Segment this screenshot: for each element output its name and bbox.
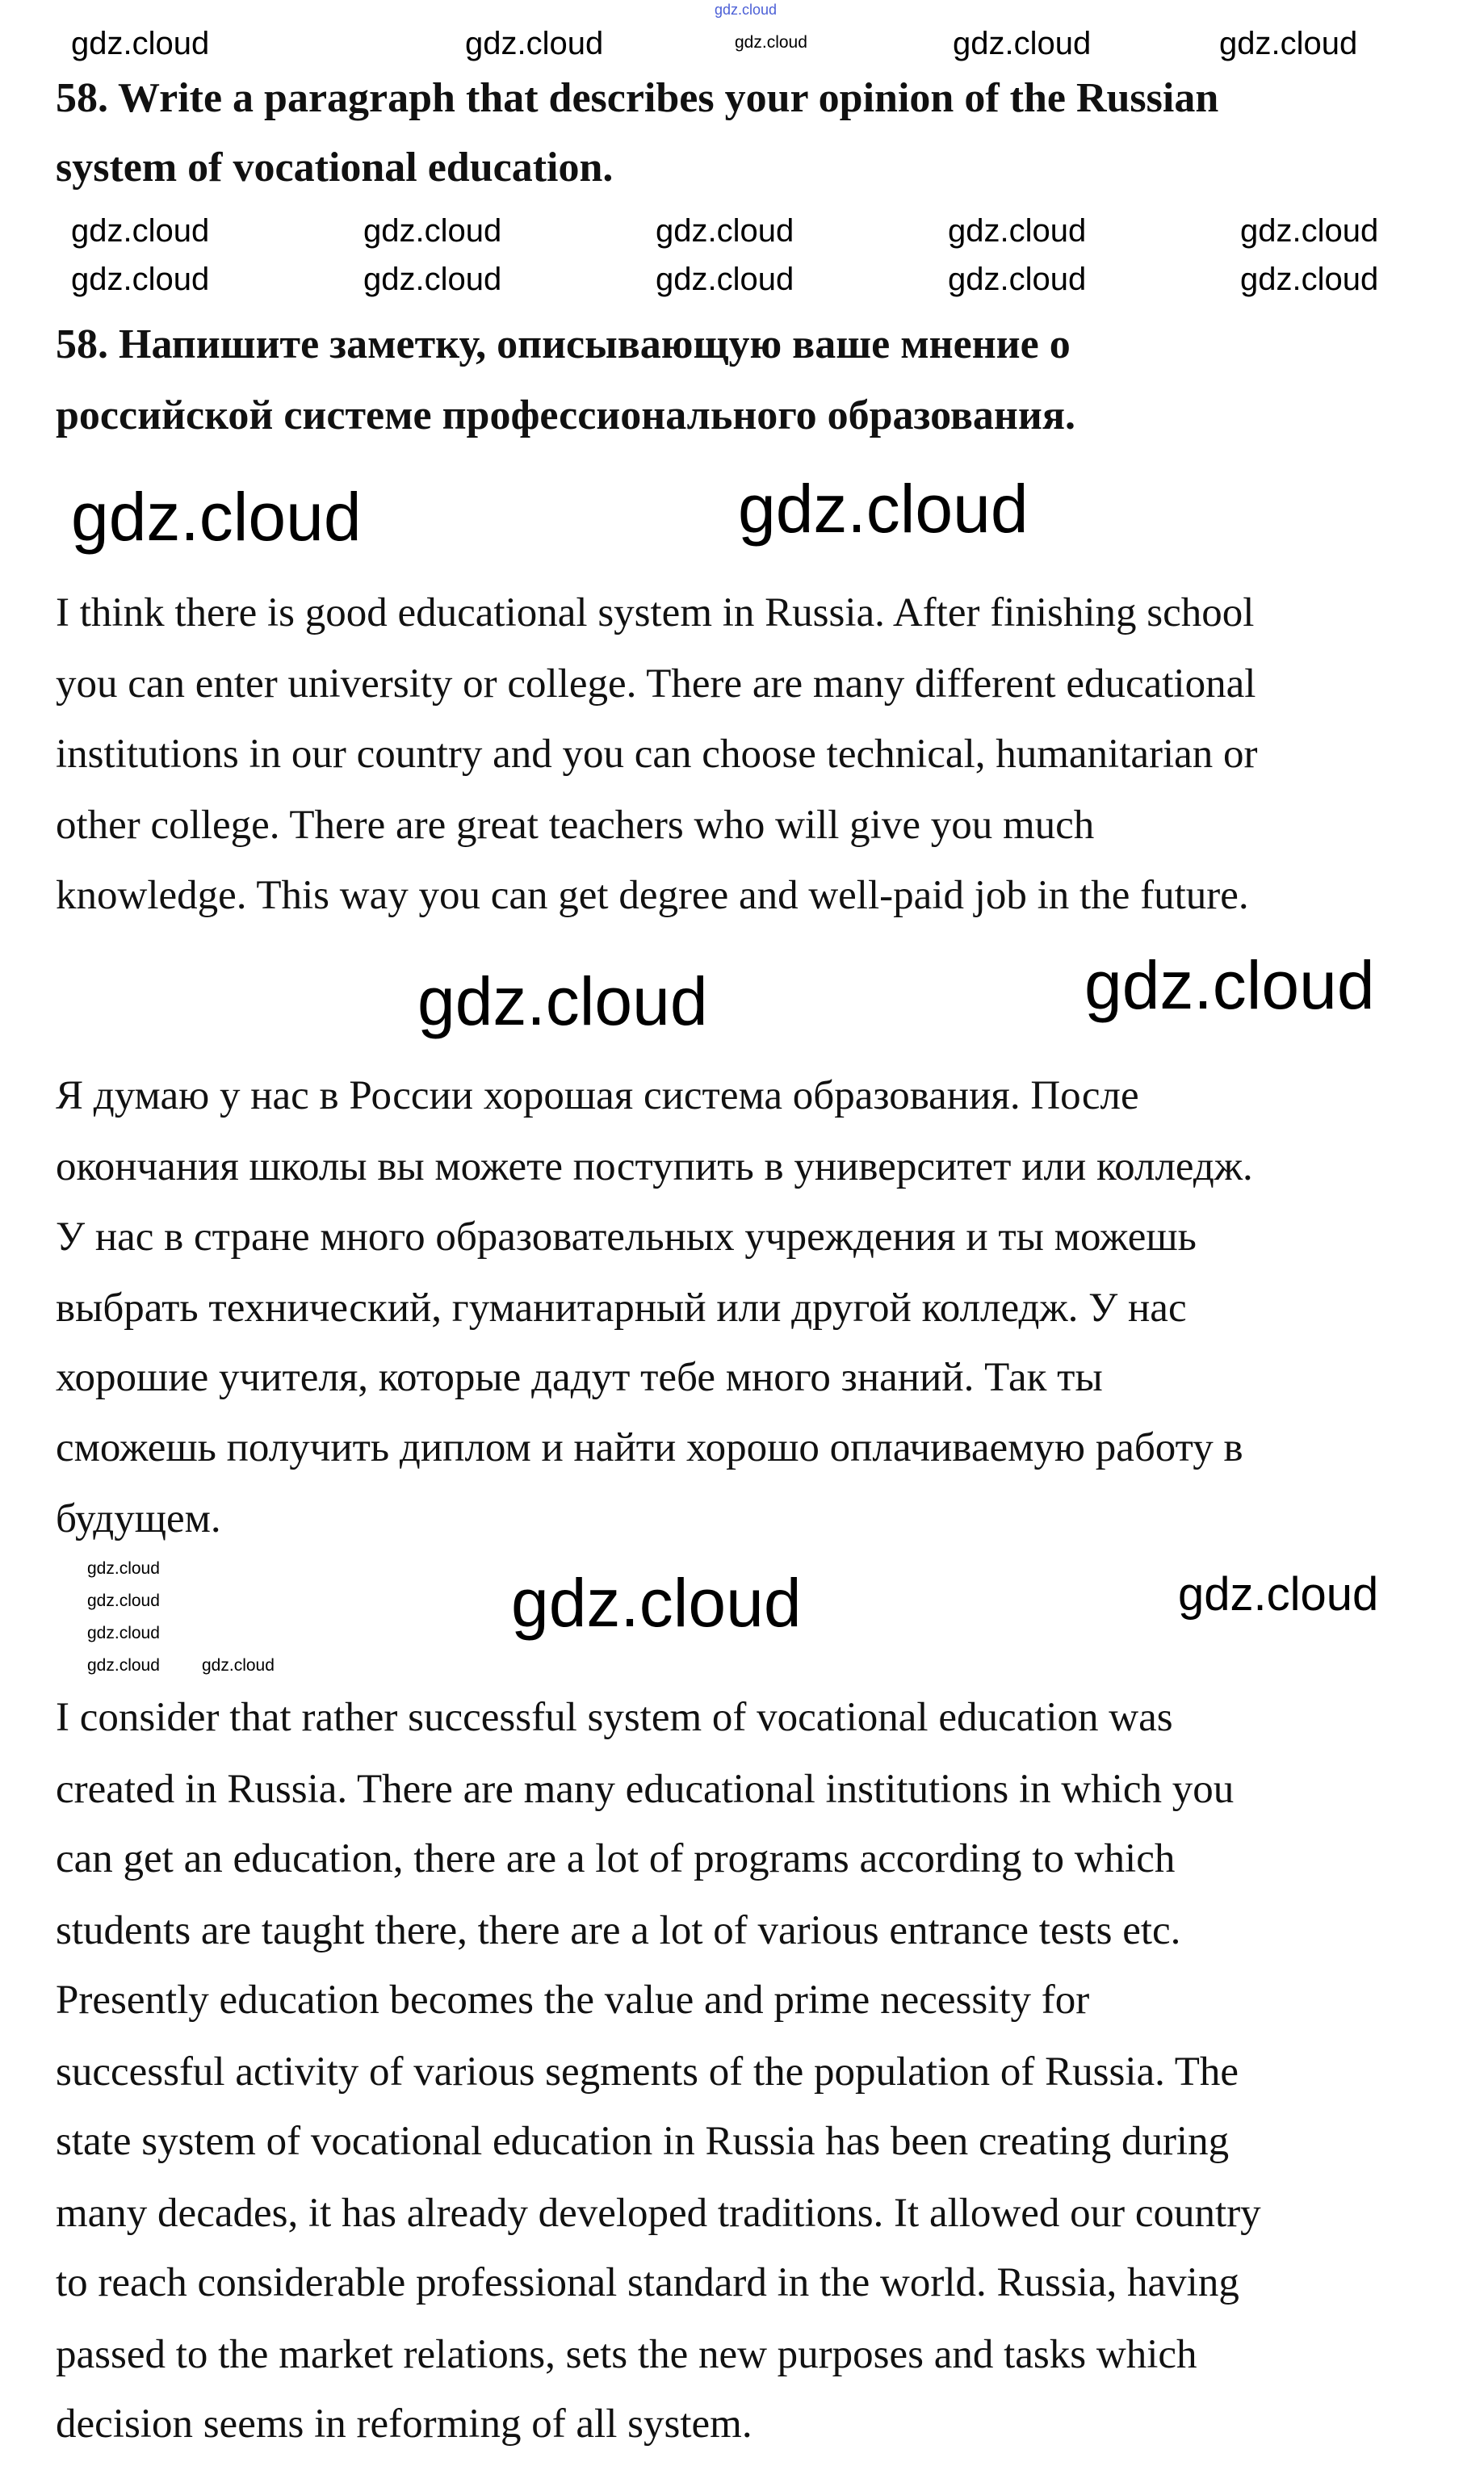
task-title-en-line: system of vocational education. <box>56 145 614 191</box>
answer2-en-line: many decades, it has already developed traditions. It allowed our country <box>56 2191 1261 2236</box>
watermark: gdz.cloud <box>1219 26 1358 61</box>
answer1-ru-line: будущем. <box>56 1496 221 1541</box>
answer1-ru-line: У нас в стране много образовательных учреждения и ты можешь <box>56 1214 1197 1260</box>
answer1-en-line: knowledge. This way you can get degree and well-paid job in the future. <box>56 873 1249 918</box>
watermark: gdz.cloud <box>71 213 210 249</box>
answer1-en-line: I think there is good educational system in Russia. After finishing school <box>56 590 1255 635</box>
answer1-ru-line: выбрать технический, гуманитарный или другой колледж. У нас <box>56 1286 1187 1331</box>
answer1-ru-line: хорошие учителя, которые дадут тебе много знаний. Так ты <box>56 1355 1103 1400</box>
answer2-en-line: to reach considerable professional standard in the world. Russia, having <box>56 2260 1239 2305</box>
watermark: gdz.cloud <box>87 1624 160 1642</box>
answer2-en-line: created in Russia. There are many educational institutions in which you <box>56 1767 1235 1812</box>
watermark: gdz.cloud <box>948 262 1087 297</box>
watermark: gdz.cloud <box>1084 947 1375 1023</box>
watermark: gdz.cloud <box>735 33 807 52</box>
answer2-en-line: passed to the market relations, sets the new purposes and tasks which <box>56 2332 1197 2377</box>
watermark: gdz.cloud <box>465 26 604 61</box>
answer1-ru-line: Я думаю у нас в России хорошая система образования. После <box>56 1073 1139 1118</box>
answer2-en-line: can get an education, there are a lot of programs according to which <box>56 1836 1176 1881</box>
watermark: gdz.cloud <box>202 1656 275 1675</box>
watermark: gdz.cloud <box>715 2 778 18</box>
answer2-en-line: students are taught there, there are a lot of various entrance tests etc. <box>56 1908 1181 1953</box>
watermark: gdz.cloud <box>363 262 502 297</box>
answer1-en-line: other college. There are great teachers who will give you much <box>56 803 1095 848</box>
answer1-ru-line: окончания школы вы можете поступить в университет или колледж. <box>56 1144 1253 1189</box>
answer2-en-line: I consider that rather successful system of vocational education was <box>56 1695 1173 1740</box>
watermark: gdz.cloud <box>738 471 1029 547</box>
watermark: gdz.cloud <box>656 262 794 297</box>
watermark: gdz.cloud <box>1178 1568 1379 1621</box>
watermark: gdz.cloud <box>363 213 502 249</box>
task-title-ru-line: 58. Напишите заметку, описывающую ваше мнение о <box>56 321 1071 367</box>
task-title-ru-line: российской системе профессионального образования. <box>56 392 1075 438</box>
answer1-ru-line: сможешь получить диплом и найти хорошо оплачиваемую работу в <box>56 1425 1243 1470</box>
watermark: gdz.cloud <box>417 963 708 1039</box>
watermark: gdz.cloud <box>71 26 210 61</box>
answer1-en-line: you can enter university or college. There are many different educational <box>56 661 1256 707</box>
watermark: gdz.cloud <box>1240 213 1379 249</box>
watermark: gdz.cloud <box>1240 262 1379 297</box>
task-title-en-line: 58. Write a paragraph that describes your opinion of the Russian <box>56 75 1219 121</box>
watermark: gdz.cloud <box>511 1565 802 1641</box>
watermark: gdz.cloud <box>953 26 1092 61</box>
watermark: gdz.cloud <box>71 262 210 297</box>
answer2-en-line: state system of vocational education in Russia has been creating during <box>56 2119 1230 2164</box>
answer2-en-line: Presently education becomes the value and prime necessity for <box>56 1978 1090 2023</box>
answer1-en-line: institutions in our country and you can choose technical, humanitarian or <box>56 732 1258 777</box>
watermark: gdz.cloud <box>87 1656 160 1675</box>
answer2-en-line: decision seems in reforming of all system. <box>56 2401 752 2447</box>
watermark: gdz.cloud <box>656 213 794 249</box>
answer2-en-line: successful activity of various segments of the population of Russia. The <box>56 2049 1239 2095</box>
watermark: gdz.cloud <box>948 213 1087 249</box>
watermark: gdz.cloud <box>87 1559 160 1578</box>
watermark: gdz.cloud <box>87 1592 160 1610</box>
watermark: gdz.cloud <box>71 479 362 555</box>
